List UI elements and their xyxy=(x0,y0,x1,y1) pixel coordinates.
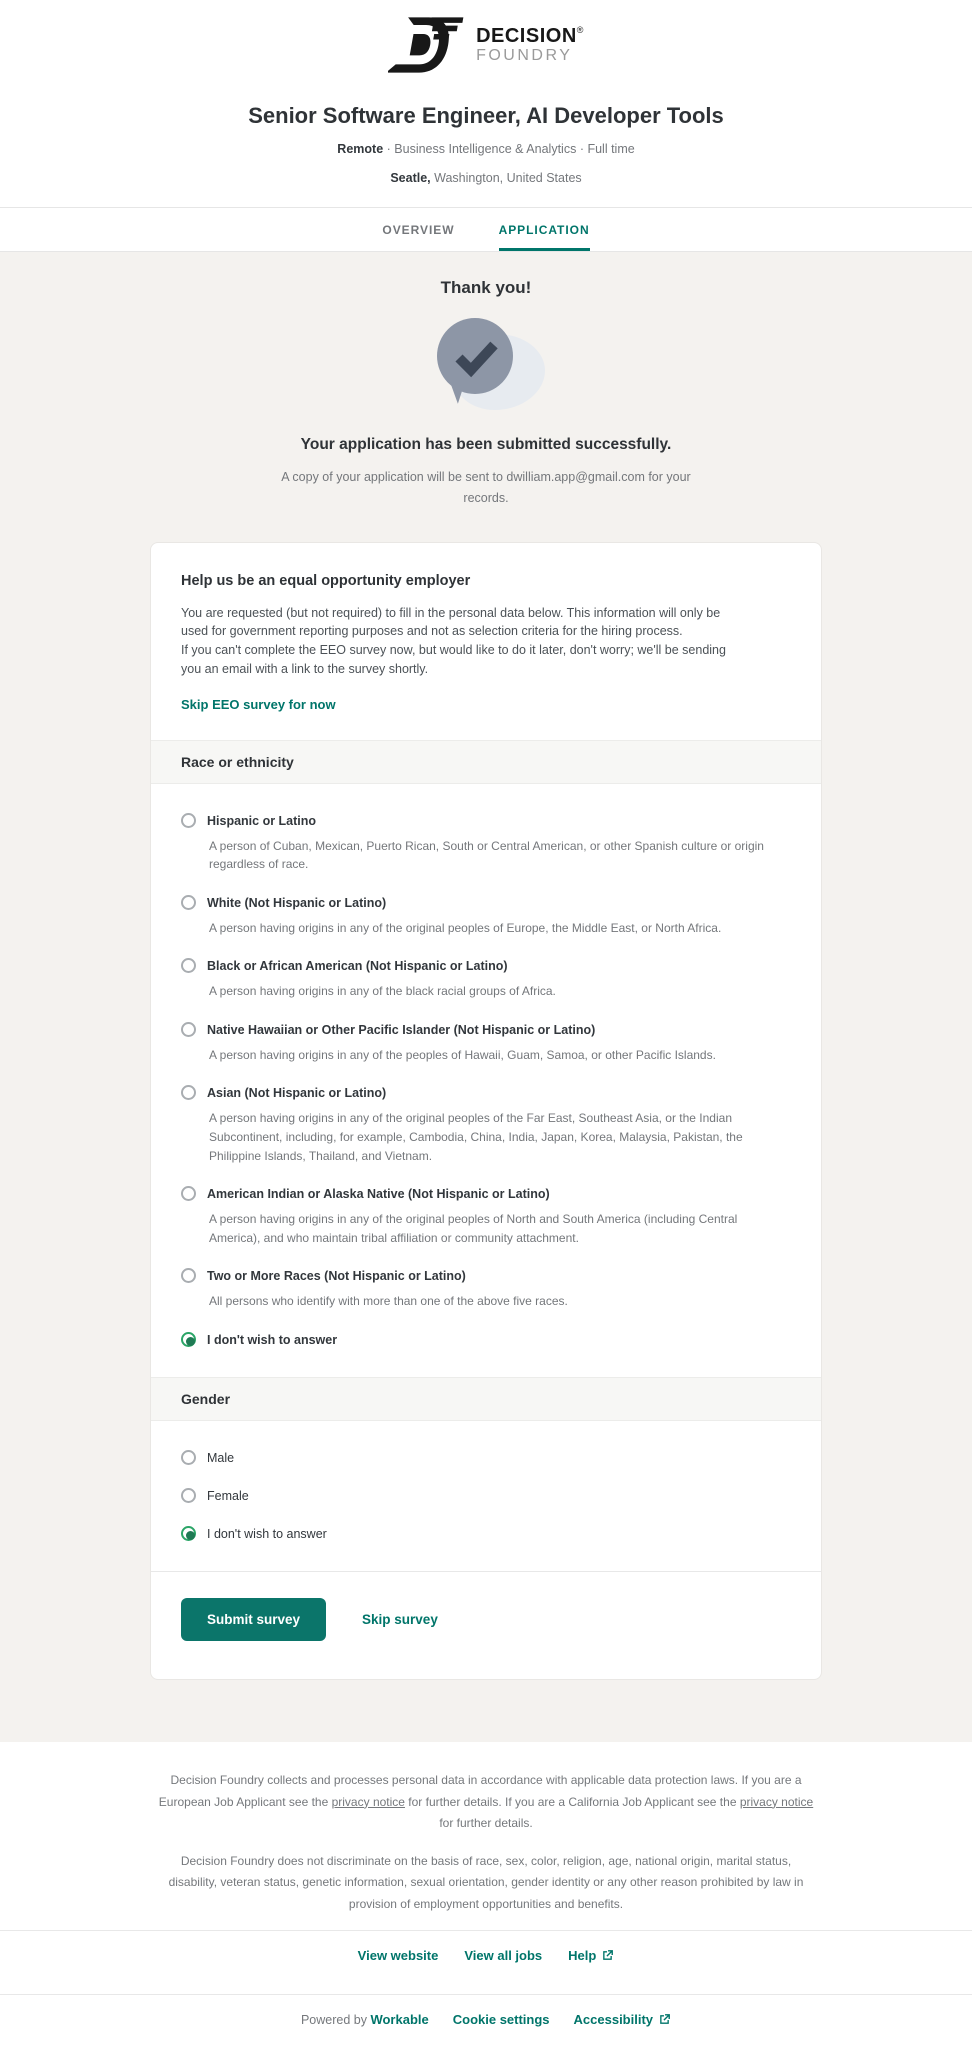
radio-button-selected[interactable] xyxy=(181,1332,196,1347)
help-link[interactable]: Help xyxy=(568,1948,614,1963)
radio-button[interactable] xyxy=(181,1488,196,1503)
employment-type: Full time xyxy=(587,142,635,156)
radio-button[interactable] xyxy=(181,1186,196,1201)
external-link-icon xyxy=(601,1949,614,1962)
option-description: A person of Cuban, Mexican, Puerto Rican, South or Central American, or other Spanish culture or origin regardless of race. xyxy=(209,838,764,872)
skip-survey-link[interactable]: Skip survey xyxy=(362,1612,438,1628)
radio-option[interactable] xyxy=(181,1331,791,1349)
radio-option[interactable] xyxy=(181,1267,791,1311)
radio-option[interactable] xyxy=(181,957,791,1001)
section-header: Race or ethnicity xyxy=(151,740,821,784)
powered-by: Powered by Workable xyxy=(300,2011,429,2027)
copy-note: A copy of your application will be sent to dwilliam.app@gmail.com for your records. xyxy=(281,470,691,506)
thank-you-heading: Thank you! xyxy=(440,278,532,297)
radio-option[interactable] xyxy=(181,894,791,938)
view-all-jobs-link[interactable]: View all jobs xyxy=(464,1947,543,1963)
workable-link[interactable]: Workable xyxy=(370,2011,429,2027)
radio-option[interactable] xyxy=(181,1185,791,1247)
option-description: A person having origins in any of the original peoples of North and South America (including Central America), and who maintain tribal affiliation or community attachment. xyxy=(209,1212,738,1245)
option-label: I don't wish to answer xyxy=(207,1333,338,1348)
radio-option[interactable] xyxy=(181,1021,791,1065)
view-website-link[interactable]: View website xyxy=(357,1947,439,1963)
main-content xyxy=(0,252,972,1742)
survey-heading: Help us be an equal opportunity employer xyxy=(181,572,471,589)
option-label: Native Hawaiian or Other Pacific Islander (Not Hispanic or Latino) xyxy=(207,1022,596,1037)
option-label: I don't wish to answer xyxy=(207,1527,327,1542)
tab-application[interactable]: APPLICATION xyxy=(499,208,590,251)
survey-sections xyxy=(151,740,821,1572)
company-logo xyxy=(388,16,584,74)
accessibility-link[interactable]: Accessibility xyxy=(574,2012,672,2027)
radio-button[interactable] xyxy=(181,958,196,973)
location-city: Seatle, xyxy=(390,171,431,185)
department: Business Intelligence & Analytics xyxy=(394,142,577,156)
check-speech-bubble-icon xyxy=(427,318,545,410)
logo-secondary-text: FOUNDRY xyxy=(476,46,573,64)
option-description: All persons who identify with more than one of the above five races. xyxy=(209,1294,568,1309)
external-link-icon xyxy=(658,2013,671,2026)
checkmark-icon xyxy=(437,318,513,394)
survey-description-1: You are requested (but not required) to fill in the personal data below. This information will only be used for government reporting purposes and not as selection criteria for the hiring process. xyxy=(181,605,721,639)
job-title: Senior Software Engineer, AI Developer Tools xyxy=(248,103,724,128)
option-label: Two or More Races (Not Hispanic or Latino) xyxy=(207,1269,466,1284)
option-description: A person having origins in any of the original peoples of the Far East, Southeast Asia, or the Indian Subcontinent, including, for example, Cambodia, China, India, Japan, Korea, Malaysia, Pakistan, the Philippine Islands, Thailand, and Vietnam. xyxy=(209,1111,743,1163)
option-label: Asian (Not Hispanic or Latino) xyxy=(207,1086,387,1101)
privacy-notice-link-ca[interactable]: privacy notice xyxy=(739,1794,814,1809)
success-message: Your application has been submitted successfully. xyxy=(300,436,672,453)
radio-option[interactable] xyxy=(181,1487,791,1505)
radio-option[interactable] xyxy=(181,1084,791,1165)
workplace-type: Remote xyxy=(337,142,384,156)
radio-button[interactable] xyxy=(181,1450,196,1465)
company-logo-mark-icon xyxy=(388,16,466,74)
option-description: A person having origins in any of the black racial groups of Africa. xyxy=(209,984,556,999)
radio-button[interactable] xyxy=(181,1022,196,1037)
location-region: Washington, United States xyxy=(434,171,582,185)
job-meta: Remote · Business Intelligence & Analytics · Full time xyxy=(337,142,635,156)
tab-bar xyxy=(0,207,972,252)
section-options xyxy=(151,1421,821,1571)
radio-option[interactable] xyxy=(181,1525,791,1543)
eeo-survey-card xyxy=(150,542,822,1681)
option-description: A person having origins in any of the peoples of Hawaii, Guam, Samoa, or other Pacific Islands. xyxy=(209,1047,716,1062)
radio-button[interactable] xyxy=(181,1085,196,1100)
job-location xyxy=(0,171,972,185)
submit-survey-button[interactable]: Submit survey xyxy=(181,1598,326,1641)
section-header: Gender xyxy=(151,1377,821,1421)
radio-button[interactable] xyxy=(181,813,196,828)
option-label: American Indian or Alaska Native (Not Hispanic or Latino) xyxy=(207,1187,550,1202)
legal-text-2: Decision Foundry does not discriminate on the basis of race, sex, color, religion, age, national origin, marital status, disability, veteran status, genetic information, sexual orientation, gender identity or any other reason prohibited by law in provision of employment opportunities and benefits. xyxy=(168,1853,804,1911)
skip-eeo-survey-link[interactable]: Skip EEO survey for now xyxy=(181,696,336,712)
option-label: Female xyxy=(207,1489,249,1504)
tab-overview[interactable]: OVERVIEW xyxy=(382,222,455,237)
option-description: A person having origins in any of the original peoples of Europe, the Middle East, or North Africa. xyxy=(209,920,722,935)
footer-links xyxy=(0,1931,972,1980)
footer-bottom-bar xyxy=(0,1995,972,2049)
radio-button[interactable] xyxy=(181,895,196,910)
survey-actions xyxy=(151,1571,821,1679)
logo-primary-text: DECISION® xyxy=(476,24,584,47)
privacy-notice-link-eu[interactable]: privacy notice xyxy=(331,1794,405,1809)
radio-option[interactable] xyxy=(181,812,791,874)
radio-button-selected[interactable] xyxy=(181,1526,196,1541)
survey-description-2: If you can't complete the EEO survey now, but would like to do it later, don't worry; we'll be sending you an email with a link to the survey shortly. xyxy=(181,643,726,676)
option-label: White (Not Hispanic or Latino) xyxy=(207,895,387,910)
header xyxy=(0,0,972,207)
radio-option[interactable] xyxy=(181,1449,791,1467)
option-label: Hispanic or Latino xyxy=(207,813,317,828)
section-options xyxy=(151,784,821,1378)
cookie-settings-link[interactable]: Cookie settings xyxy=(452,2011,550,2027)
option-label: Male xyxy=(207,1451,235,1466)
radio-button[interactable] xyxy=(181,1268,196,1283)
option-label: Black or African American (Not Hispanic or Latino) xyxy=(207,959,508,974)
footer xyxy=(0,1742,972,2049)
legal-text-1: Decision Foundry collects and processes personal data in accordance with applicable data protection laws. If you are a European Job Applicant see the privacy notice for further details. If you are a California Job Applicant see the privacy notice for further details. xyxy=(158,1773,814,1831)
